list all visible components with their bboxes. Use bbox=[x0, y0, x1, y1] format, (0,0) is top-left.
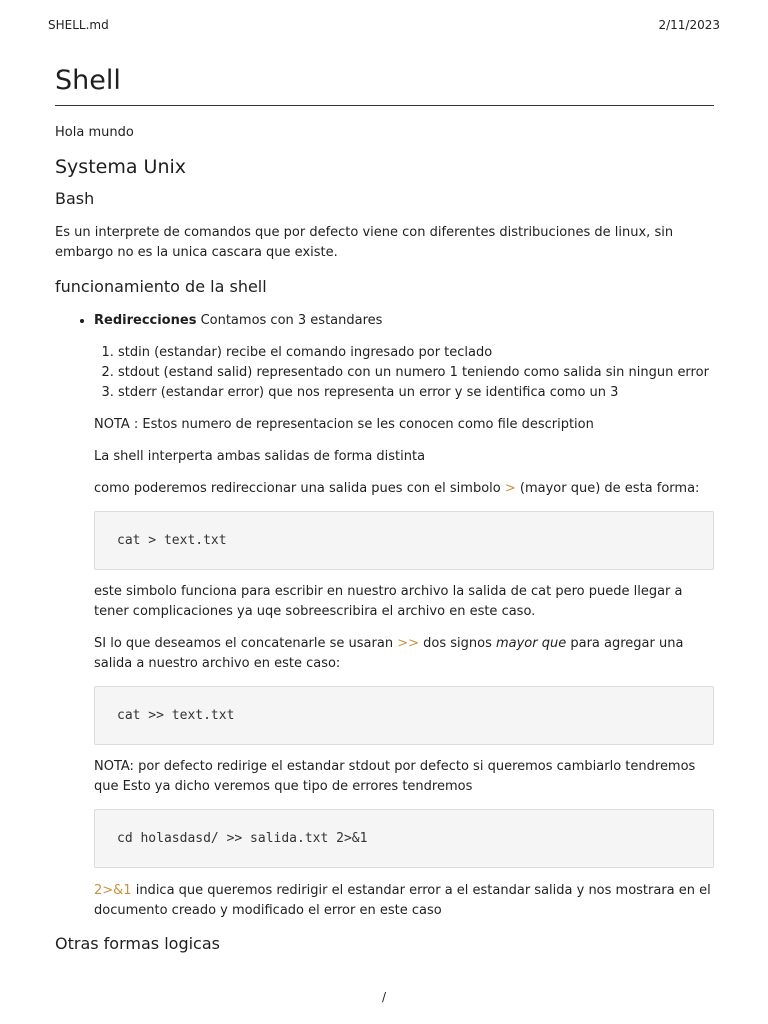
concat-text-pre: SI lo que deseamos el concatenarle se usaran bbox=[94, 636, 398, 651]
concat-text-post: para agregar una salida a nuestro archivo en este caso: bbox=[94, 636, 684, 671]
heading-bash: Bash bbox=[55, 189, 95, 208]
bash-description: Es un interprete de comandos que por defecto viene con diferentes distribuciones de linux, sin embargo no es la unica cascara que existe. bbox=[55, 225, 674, 260]
stderr-explanation-text: indica que queremos redirigir el estandar error a el estandar salida y nos mostrara en el documento creado y modificado el error en este caso bbox=[94, 883, 711, 918]
shell-interpret-paragraph: La shell interperta ambas salidas de forma distinta bbox=[94, 449, 426, 464]
list-item-stdin: 1. stdin (estandar) recibe el comando ingresado por teclado bbox=[118, 343, 714, 363]
code-block-cd-stderr: cd holasdasd/ >> salida.txt 2>&1 bbox=[94, 809, 714, 868]
nota-file-description: NOTA : Estos numero de representacion se les conocen como file description bbox=[94, 417, 594, 432]
inline-code-2-to-1: 2>&1 bbox=[94, 883, 132, 898]
concat-text-mid: dos signos bbox=[419, 636, 496, 651]
list-item-stdout: 2. stdout (estand salid) representado con un numero 1 teniendo como salida sin ningun error bbox=[118, 363, 714, 383]
redirect-text-post: (mayor que) de esta forma: bbox=[515, 481, 700, 496]
concat-emphasis: mayor que bbox=[495, 636, 567, 651]
inline-code-double-greater: >> bbox=[397, 636, 419, 651]
concat-paragraph bbox=[94, 634, 714, 674]
heading-funcionamiento: funcionamiento de la shell bbox=[55, 277, 267, 296]
stderr-explanation bbox=[94, 881, 714, 921]
redirect-paragraph bbox=[94, 479, 714, 499]
standards-list bbox=[94, 343, 714, 403]
nota-stdout: NOTA: por defecto redirige el estandar stdout por defecto si queremos cambiarlo tendremos que Esto ya dicho veremos que tipo de errores tendremos bbox=[94, 759, 696, 794]
intro-paragraph: Hola mundo bbox=[55, 125, 134, 140]
list-item-redirecciones bbox=[94, 310, 714, 921]
list-item-stderr: 3. stderr (estandar error) que nos representa un error y se identifica como un 3 bbox=[118, 383, 714, 403]
redirecciones-label: Redirecciones bbox=[94, 313, 197, 328]
symbol-description: este simbolo funciona para escribir en nuestro archivo la salida de cat pero puede llegar a tener complicaciones ya uqe sobreescribira el archivo en este caso. bbox=[94, 584, 683, 619]
code-block-cat-append: cat >> text.txt bbox=[94, 686, 714, 745]
redirecciones-list bbox=[55, 310, 714, 921]
redirecciones-text: Contamos con 3 estandares bbox=[196, 313, 383, 328]
code-block-cat-redirect: cat > text.txt bbox=[94, 511, 714, 570]
heading-otras-formas: Otras formas logicas bbox=[55, 934, 220, 953]
print-date: 2/11/2023 bbox=[658, 18, 720, 32]
file-name: SHELL.md bbox=[48, 18, 109, 32]
heading-systema-unix: Systema Unix bbox=[55, 156, 187, 178]
page-footer: / bbox=[381, 990, 387, 1004]
document-body bbox=[55, 62, 714, 955]
inline-code-greater-than: > bbox=[504, 481, 516, 496]
doc-title: Shell bbox=[55, 62, 714, 106]
redirect-text-pre: como poderemos redireccionar una salida pues con el simbolo bbox=[94, 481, 505, 496]
